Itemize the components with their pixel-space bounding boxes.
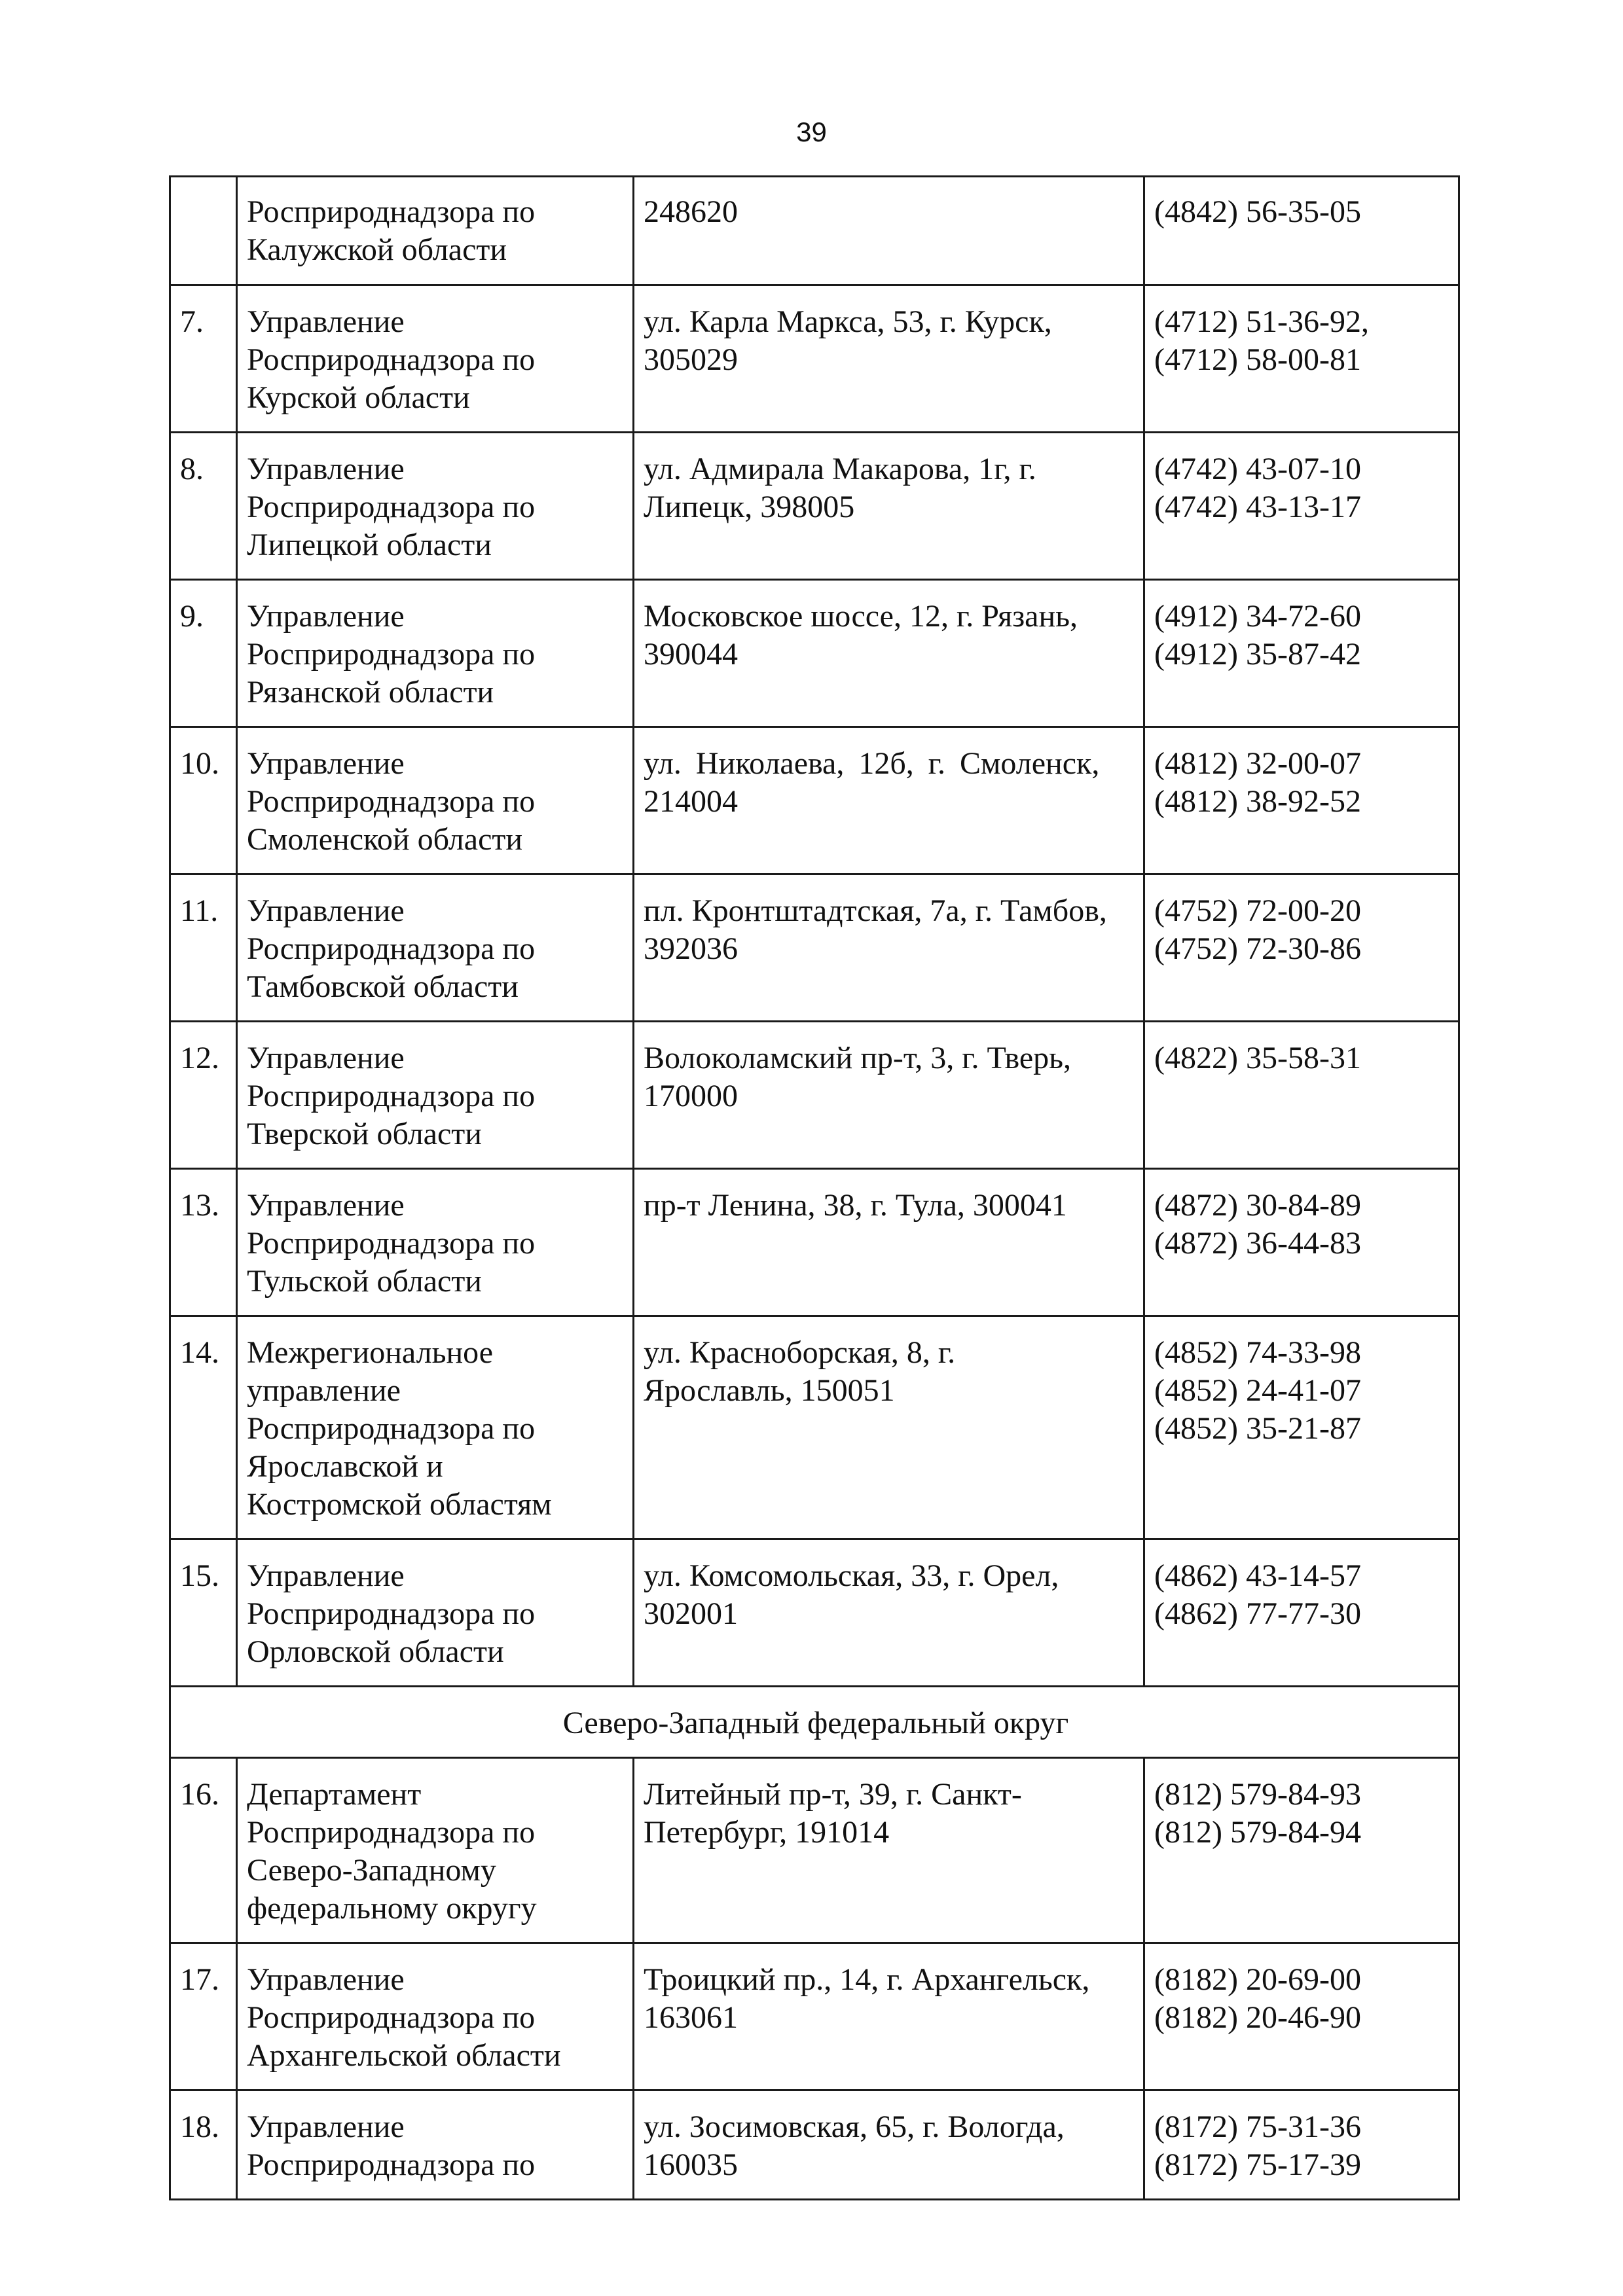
address: ул. Зосимовская, 65, г. Вологда, 160035: [634, 2090, 1144, 2200]
address: ул. Красноборская, 8, г. Ярославль, 150051: [634, 1316, 1144, 1539]
row-number: 16.: [170, 1758, 237, 1943]
table-row: [170, 2090, 1459, 2200]
phone-numbers: (4822) 35-58-31: [1144, 1022, 1459, 1169]
table-row: [170, 285, 1459, 433]
phone-numbers: (4852) 74-33-98 (4852) 24-41-07 (4852) 35-21-87: [1144, 1316, 1459, 1539]
organization-name: Управление Росприроднадзора по Липецкой области: [237, 433, 634, 580]
table-row: [170, 1758, 1459, 1943]
phone-numbers: (4912) 34-72-60 (4912) 35-87-42: [1144, 580, 1459, 727]
row-number: 9.: [170, 580, 237, 727]
row-number: 15.: [170, 1539, 237, 1687]
table-row: [170, 580, 1459, 727]
row-number: 13.: [170, 1169, 237, 1316]
row-number: 18.: [170, 2090, 237, 2200]
table-row: [170, 1022, 1459, 1169]
phone-numbers: (4812) 32-00-07 (4812) 38-92-52: [1144, 727, 1459, 874]
address: ул. Николаева, 12б, г. Смоленск, 214004: [634, 727, 1144, 874]
organization-name: Управление Росприроднадзора по Орловской области: [237, 1539, 634, 1687]
table-row: [170, 727, 1459, 874]
row-number: 11.: [170, 874, 237, 1022]
address: Литейный пр-т, 39, г. Санкт- Петербург, 191014: [634, 1758, 1144, 1943]
table-row: [170, 874, 1459, 1022]
table-row: [170, 177, 1459, 285]
row-number: 12.: [170, 1022, 237, 1169]
table-row: [170, 433, 1459, 580]
row-number: 14.: [170, 1316, 237, 1539]
organization-name: Управление Росприроднадзора по Рязанской области: [237, 580, 634, 727]
phone-numbers: (4712) 51-36-92, (4712) 58-00-81: [1144, 285, 1459, 433]
table-row: [170, 1316, 1459, 1539]
phone-numbers: (4752) 72-00-20 (4752) 72-30-86: [1144, 874, 1459, 1022]
address: ул. Карла Маркса, 53, г. Курск, 305029: [634, 285, 1144, 433]
address: Троицкий пр., 14, г. Архангельск, 163061: [634, 1943, 1144, 2090]
phone-numbers: (812) 579-84-93 (812) 579-84-94: [1144, 1758, 1459, 1943]
organization-name: Росприроднадзора по Калужской области: [237, 177, 634, 285]
phone-numbers: (4742) 43-07-10 (4742) 43-13-17: [1144, 433, 1459, 580]
organization-name: Управление Росприроднадзора по Тверской области: [237, 1022, 634, 1169]
phone-numbers: (4842) 56-35-05: [1144, 177, 1459, 285]
row-number: 17.: [170, 1943, 237, 2090]
contacts-table: [169, 175, 1460, 2200]
section-title: Северо-Западный федеральный округ: [170, 1687, 1459, 1758]
row-number: 7.: [170, 285, 237, 433]
phone-numbers: (4862) 43-14-57 (4862) 77-77-30: [1144, 1539, 1459, 1687]
row-number: [170, 177, 237, 285]
organization-name: Управление Росприроднадзора по Курской области: [237, 285, 634, 433]
phone-numbers: (8172) 75-31-36 (8172) 75-17-39: [1144, 2090, 1459, 2200]
organization-name: Управление Росприроднадзора по: [237, 2090, 634, 2200]
address: ул. Адмирала Макарова, 1г, г. Липецк, 398005: [634, 433, 1144, 580]
section-header-row: [170, 1687, 1459, 1758]
row-number: 10.: [170, 727, 237, 874]
address: пр-т Ленина, 38, г. Тула, 300041: [634, 1169, 1144, 1316]
row-number: 8.: [170, 433, 237, 580]
address: ул. Комсомольская, 33, г. Орел, 302001: [634, 1539, 1144, 1687]
table-row: [170, 1943, 1459, 2090]
organization-name: Департамент Росприроднадзора по Северо-Западному федеральному округу: [237, 1758, 634, 1943]
organization-name: Управление Росприроднадзора по Смоленской области: [237, 727, 634, 874]
address: 248620: [634, 177, 1144, 285]
organization-name: Межрегиональное управление Росприроднадзора по Ярославской и Костромской областям: [237, 1316, 634, 1539]
phone-numbers: (8182) 20-69-00 (8182) 20-46-90: [1144, 1943, 1459, 2090]
table-row: [170, 1539, 1459, 1687]
organization-name: Управление Росприроднадзора по Тамбовской области: [237, 874, 634, 1022]
address: Волоколамский пр-т, 3, г. Тверь, 170000: [634, 1022, 1144, 1169]
organization-name: Управление Росприроднадзора по Тульской области: [237, 1169, 634, 1316]
phone-numbers: (4872) 30-84-89 (4872) 36-44-83: [1144, 1169, 1459, 1316]
page-number: 39: [796, 117, 827, 147]
address: пл. Кронтштадтская, 7а, г. Тамбов, 392036: [634, 874, 1144, 1022]
organization-name: Управление Росприроднадзора по Архангельской области: [237, 1943, 634, 2090]
table-row: [170, 1169, 1459, 1316]
address: Московское шоссе, 12, г. Рязань, 390044: [634, 580, 1144, 727]
